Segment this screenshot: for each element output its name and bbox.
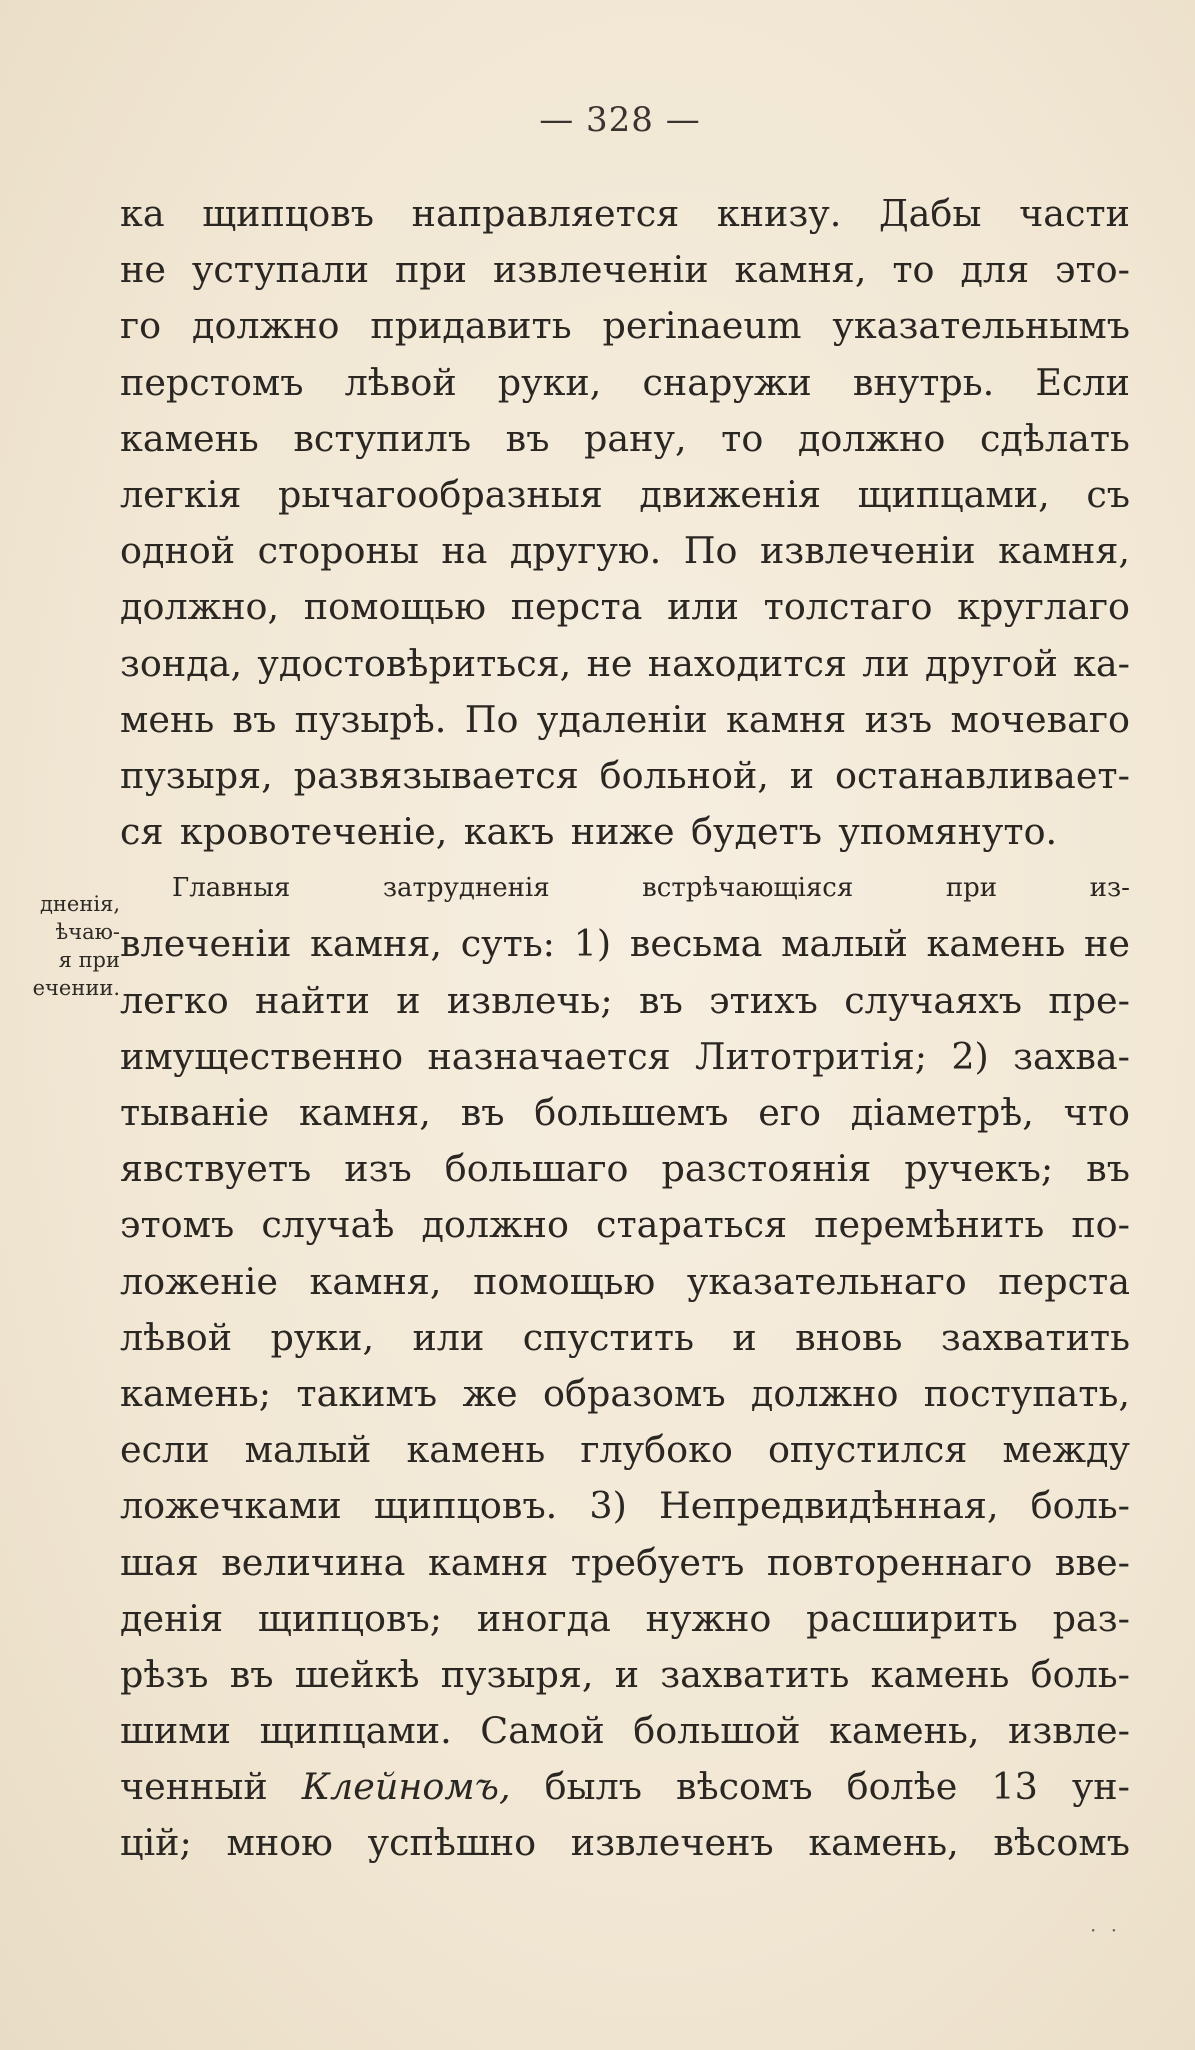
word: затрудненія xyxy=(382,873,550,904)
word: должно, xyxy=(120,585,280,629)
word: книзу. xyxy=(716,192,842,235)
word: движенія xyxy=(639,472,821,516)
word: направляется xyxy=(411,192,680,235)
text-line xyxy=(120,860,1130,916)
word: его xyxy=(758,1091,821,1134)
word: изъ xyxy=(864,697,933,741)
word: вѣсомъ xyxy=(676,1765,813,1809)
word: въ xyxy=(1086,1147,1130,1191)
word: или xyxy=(412,1315,485,1359)
word: части xyxy=(1019,192,1130,235)
word: боль- xyxy=(1030,1484,1130,1528)
text-line xyxy=(120,1085,1130,1141)
word: По xyxy=(683,529,738,573)
word: раз- xyxy=(1052,1596,1130,1640)
word: это- xyxy=(1055,248,1130,292)
word: въ xyxy=(505,416,550,460)
text-line xyxy=(120,298,1130,354)
text-line xyxy=(120,1366,1130,1422)
word: имущественно xyxy=(120,1034,404,1078)
word: влеченіи xyxy=(120,922,292,966)
word: должно xyxy=(750,1371,899,1415)
word: какъ xyxy=(463,810,555,854)
text-line xyxy=(120,1591,1130,1647)
text-line xyxy=(120,804,1130,860)
word: если xyxy=(120,1428,210,1472)
word: камня xyxy=(427,1540,549,1584)
word: ся xyxy=(120,810,164,854)
word: и xyxy=(396,978,421,1022)
word: назначается xyxy=(427,1034,671,1078)
word: извлеченъ xyxy=(570,1821,774,1865)
word: Самой xyxy=(480,1709,605,1753)
word: развязывается xyxy=(293,753,579,797)
word: мною xyxy=(226,1821,333,1865)
word: между xyxy=(1002,1428,1130,1472)
text-line xyxy=(120,186,1130,242)
margin-note-line: ечении. xyxy=(32,976,120,1000)
word: цій; xyxy=(120,1821,192,1865)
word: былъ xyxy=(544,1765,643,1809)
word: останавливает- xyxy=(834,753,1130,797)
word: болѣе xyxy=(846,1765,958,1809)
word: для xyxy=(960,248,1030,292)
word: захватить xyxy=(660,1652,850,1696)
word: вступилъ xyxy=(293,416,472,460)
word: извлеченіи xyxy=(492,248,709,292)
word: рану, xyxy=(584,416,687,460)
word: перемѣнить xyxy=(814,1203,1045,1247)
word: съ xyxy=(1086,472,1130,516)
word: ун- xyxy=(1071,1765,1130,1809)
word: случаяхъ xyxy=(844,978,1023,1022)
word: въ xyxy=(232,697,277,741)
word: ложечками xyxy=(120,1484,342,1528)
word: стороны xyxy=(257,529,419,573)
word: 2) xyxy=(951,1034,989,1078)
word: что xyxy=(1063,1091,1130,1134)
word: или xyxy=(667,585,739,629)
word: успѣшно xyxy=(367,1821,537,1865)
word: помощью xyxy=(303,585,487,629)
text-line xyxy=(120,1197,1130,1253)
word: Если xyxy=(1035,360,1130,404)
word: не xyxy=(1084,922,1130,966)
word: малый xyxy=(244,1428,372,1472)
word: повтореннаго xyxy=(766,1540,1033,1584)
word: встрѣчающіяся xyxy=(642,873,854,904)
word: лѣвой xyxy=(344,360,457,404)
word: весьма xyxy=(629,922,763,966)
margin-note xyxy=(0,890,120,1002)
text-line xyxy=(120,916,1130,972)
text-line xyxy=(120,1254,1130,1310)
text-line xyxy=(120,355,1130,411)
word: камня, xyxy=(310,922,443,966)
margin-note-line: дненія, xyxy=(40,892,120,916)
word: ка xyxy=(120,192,165,235)
word: камня, xyxy=(998,529,1130,573)
word: камень xyxy=(406,1428,546,1472)
word: на xyxy=(441,529,488,573)
word: лѣвой xyxy=(120,1315,233,1359)
word: иногда xyxy=(476,1596,611,1640)
word: перста xyxy=(510,585,643,629)
word: тываніе xyxy=(120,1091,270,1134)
word: зонда, xyxy=(120,641,243,685)
word: вновь xyxy=(795,1315,903,1359)
word: должно xyxy=(797,416,946,460)
word: сдѣлать xyxy=(979,416,1130,460)
text-line xyxy=(120,1141,1130,1197)
text-line xyxy=(120,467,1130,523)
word: снаружи xyxy=(642,360,812,404)
word: кровотеченіе, xyxy=(179,810,448,854)
word: разстоянія xyxy=(661,1147,872,1191)
word: такимъ xyxy=(296,1371,438,1415)
word: щипцами, xyxy=(857,472,1050,516)
word: пре- xyxy=(1048,978,1130,1022)
word: то xyxy=(721,416,764,460)
print-specks: · · xyxy=(1090,1918,1122,1942)
word: толстаго xyxy=(763,585,933,629)
word: изъ xyxy=(344,1147,412,1191)
word: большой xyxy=(633,1709,801,1753)
text-line xyxy=(120,636,1130,692)
word: мочеваго xyxy=(950,697,1130,741)
word: уступали xyxy=(191,248,370,292)
word: рѣзъ xyxy=(120,1652,209,1696)
text-line xyxy=(120,411,1130,467)
word: из- xyxy=(1089,873,1130,904)
word: шими xyxy=(120,1709,231,1753)
word: при xyxy=(945,873,998,904)
word: случаѣ xyxy=(261,1203,395,1247)
word: то xyxy=(892,248,935,292)
text-line xyxy=(120,748,1130,804)
text-line xyxy=(120,1029,1130,1085)
word: внутрь. xyxy=(852,360,995,404)
word: захватить xyxy=(940,1315,1130,1359)
text-line xyxy=(120,1535,1130,1591)
word: и xyxy=(789,753,815,797)
word: боль- xyxy=(1030,1652,1130,1696)
text-line xyxy=(120,1422,1130,1478)
text-line xyxy=(120,1310,1130,1366)
word: опустился xyxy=(767,1428,968,1472)
margin-note-line: я при xyxy=(58,948,120,972)
word: образомъ xyxy=(543,1371,726,1415)
word: пузырѣ. xyxy=(294,697,447,741)
word: камень xyxy=(926,922,1066,966)
word: стараться xyxy=(596,1203,788,1247)
word: камень xyxy=(120,416,259,460)
text-line xyxy=(120,242,1130,298)
word: Литотритія; xyxy=(695,1034,928,1078)
body-text xyxy=(120,186,1130,1872)
word: другую. xyxy=(509,529,662,573)
word: камня, xyxy=(298,1091,431,1134)
word: руки, xyxy=(497,360,602,404)
word: камня xyxy=(726,697,847,741)
word: большемъ xyxy=(534,1091,729,1134)
word: извле- xyxy=(1008,1709,1130,1753)
text-line xyxy=(120,1647,1130,1703)
word: извлечь; xyxy=(446,978,613,1022)
word: должно xyxy=(191,304,340,348)
word: будетъ xyxy=(691,810,822,854)
word: указательнымъ xyxy=(832,304,1130,348)
word: перстомъ xyxy=(120,360,304,404)
text-line xyxy=(120,1759,1130,1815)
word: камень, xyxy=(829,1709,980,1753)
word: 13 xyxy=(991,1765,1038,1809)
word: явствуетъ xyxy=(120,1147,312,1191)
word: 1) xyxy=(573,922,612,966)
word: спустить xyxy=(522,1315,694,1359)
word: одной xyxy=(120,529,236,573)
word: легко xyxy=(120,978,229,1022)
word: указательнаго xyxy=(686,1259,967,1303)
word: легкія xyxy=(120,472,242,516)
word: щипцовъ. xyxy=(373,1484,558,1528)
word: въ xyxy=(229,1652,274,1696)
word: камень xyxy=(870,1652,1010,1696)
word: величина xyxy=(221,1540,406,1584)
word: ченный xyxy=(120,1765,268,1809)
word: шая xyxy=(120,1540,199,1584)
word: же xyxy=(462,1371,518,1415)
word: рычагообразныя xyxy=(278,472,603,516)
word: и xyxy=(614,1652,640,1696)
word: ложеніе xyxy=(120,1259,278,1303)
word: ка- xyxy=(1073,641,1130,685)
word: Непредвидѣнная, xyxy=(658,1484,999,1528)
word: помощью xyxy=(473,1259,656,1303)
word: найти xyxy=(255,978,370,1022)
word: находится xyxy=(647,641,847,685)
word: упомянуто. xyxy=(838,810,1058,854)
word: ниже xyxy=(570,810,675,854)
word: вве- xyxy=(1054,1540,1130,1584)
word: круглаго xyxy=(957,585,1130,629)
word: и xyxy=(732,1315,757,1359)
word: глубоко xyxy=(580,1428,733,1472)
word: въ xyxy=(639,978,683,1022)
word: Клейномъ, xyxy=(301,1765,511,1809)
word: должно xyxy=(421,1203,569,1247)
text-line xyxy=(120,1478,1130,1534)
word: суть: xyxy=(460,922,555,966)
word: 3) xyxy=(589,1484,627,1528)
word: расширить xyxy=(806,1596,1018,1640)
word: Дабы xyxy=(878,192,982,235)
word: діаметрѣ, xyxy=(850,1091,1034,1134)
word: въ xyxy=(460,1091,505,1134)
word: этихъ xyxy=(709,978,818,1022)
page-number: — 328 — xyxy=(539,100,701,140)
word: го xyxy=(120,304,162,348)
word: пузыря, xyxy=(120,753,273,797)
word: камня, xyxy=(309,1259,442,1303)
word: придавить xyxy=(370,304,572,348)
word: больной, xyxy=(599,753,769,797)
word: удаленіи xyxy=(536,697,708,741)
word: пузыря, xyxy=(440,1652,594,1696)
word: перста xyxy=(998,1259,1130,1303)
text-line xyxy=(120,692,1130,748)
word: большаго xyxy=(444,1147,629,1191)
word: малый xyxy=(781,922,908,966)
word: удостовѣриться, xyxy=(257,641,572,685)
word: perinaeum xyxy=(602,304,802,348)
word: требуетъ xyxy=(570,1540,745,1584)
word: извлеченіи xyxy=(759,529,976,573)
word: камня, xyxy=(734,248,867,292)
word: поступать, xyxy=(923,1371,1130,1415)
word: мень xyxy=(120,697,215,741)
word: денія xyxy=(120,1596,224,1640)
text-line xyxy=(120,1815,1130,1871)
word: нужно xyxy=(645,1596,772,1640)
text-line xyxy=(120,973,1130,1029)
word: другой xyxy=(925,641,1058,685)
word: камень; xyxy=(120,1371,272,1415)
text-line xyxy=(120,1703,1130,1759)
text-line xyxy=(120,579,1130,635)
word: шейкѣ xyxy=(294,1652,420,1696)
word: Главныя xyxy=(172,873,291,904)
margin-note-line: ѣчаю- xyxy=(55,920,120,944)
word: не xyxy=(120,248,166,292)
word: По xyxy=(464,697,519,741)
word: вѣсомъ xyxy=(993,1821,1130,1865)
text-line xyxy=(120,523,1130,579)
word: камень, xyxy=(808,1821,959,1865)
word: щипцовъ xyxy=(202,192,375,235)
word: при xyxy=(394,248,468,292)
word: руки, xyxy=(270,1315,375,1359)
word: этомъ xyxy=(120,1203,235,1247)
word: захва- xyxy=(1013,1034,1130,1078)
word: ручекъ; xyxy=(904,1147,1054,1191)
word: не xyxy=(586,641,633,685)
word: щипцами. xyxy=(259,1709,452,1753)
word: по- xyxy=(1071,1203,1130,1247)
word: щипцовъ; xyxy=(257,1596,443,1640)
word: ли xyxy=(862,641,910,685)
